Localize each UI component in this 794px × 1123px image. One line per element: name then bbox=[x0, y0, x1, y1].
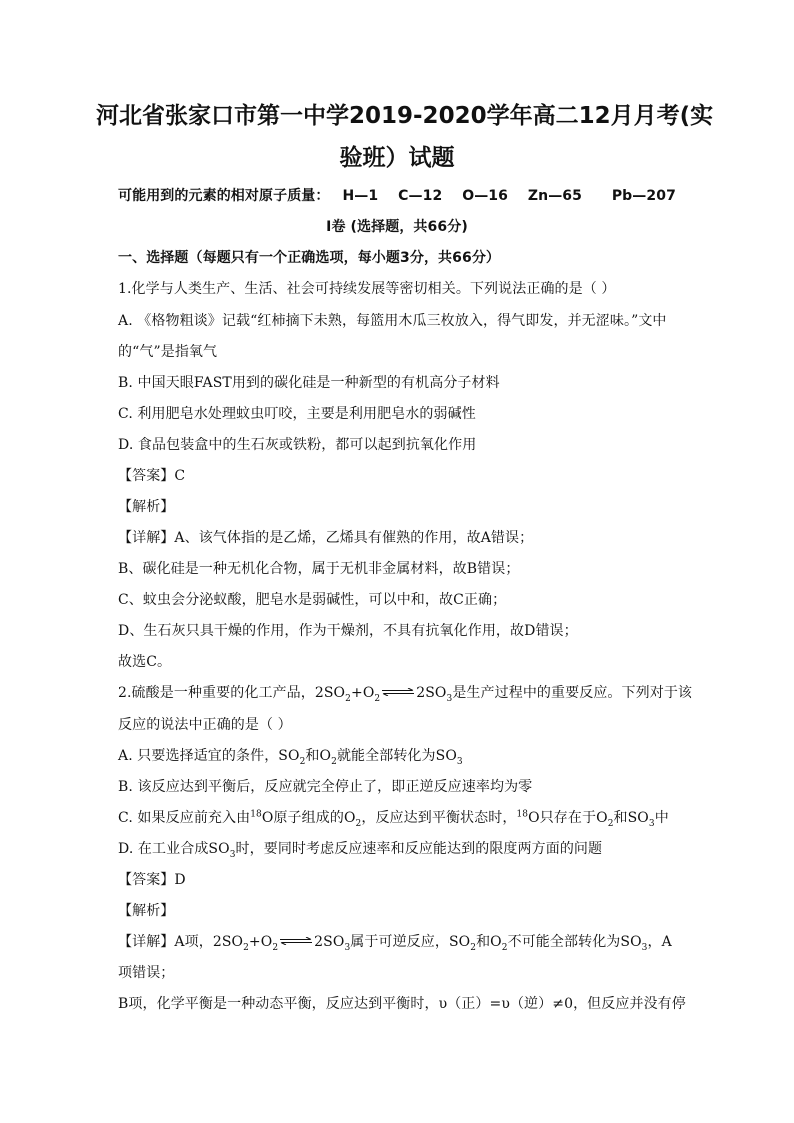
plus-sign: + bbox=[248, 934, 261, 950]
q2-stem-line-1 bbox=[118, 683, 692, 703]
q2-detail-text: 【详解】A项， bbox=[118, 934, 213, 950]
q2-detail-text: 属于可逆反应，SO bbox=[350, 934, 471, 950]
q2-option-d-text: D. 在工业合成SO bbox=[118, 841, 230, 857]
q1-stem: 1.化学与人类生产、生活、社会可持续发展等密切相关。下列说法正确的是（ ） bbox=[118, 281, 616, 297]
q2-stem-text-b: 是生产过程中的重要反应。下列对于该 bbox=[452, 685, 693, 701]
subscript: 3 bbox=[344, 942, 351, 953]
subscript: 3 bbox=[229, 849, 236, 860]
q2-option-a bbox=[118, 746, 463, 766]
chem-so2: 2SO bbox=[314, 685, 346, 701]
q1-answer: 【答案】C bbox=[118, 468, 186, 484]
q2-option-c-text: 中 bbox=[654, 810, 669, 826]
q1-option-a-line-2: 的“气”是指氧气 bbox=[118, 344, 218, 360]
chem-so3: 2SO bbox=[416, 685, 447, 701]
q2-option-d bbox=[118, 839, 602, 859]
subscript: 2 bbox=[355, 818, 362, 829]
chem-so2: 2SO bbox=[212, 934, 244, 950]
q1-option-a-line-1: A. 《格物粗谈》记载“红柿摘下未熟，每篮用木瓜三枚放入，得气即发，并无涩味。”文中 bbox=[118, 313, 667, 329]
reversible-arrow-icon bbox=[381, 688, 415, 696]
q2-detail-line-2: 项错误； bbox=[118, 965, 175, 981]
subscript: 3 bbox=[456, 756, 463, 767]
q1-option-c: C. 利用肥皂水处理蚊虫叮咬，主要是利用肥皂水的弱碱性 bbox=[118, 406, 476, 422]
q2-analysis-label: 【解析】 bbox=[118, 903, 175, 919]
q2-option-a-text: A. 只要选择适宜的条件，SO bbox=[118, 748, 300, 764]
q2-detail-text: 不可能全部转化为SO bbox=[507, 934, 642, 950]
q2-option-c-text: C. 如果反应前充入由 bbox=[118, 810, 251, 826]
section-heading: I卷 (选择题，共66分) bbox=[326, 219, 468, 235]
atomic-mass-line bbox=[118, 186, 676, 206]
subscript: 3 bbox=[641, 942, 648, 953]
reaction-equation bbox=[314, 685, 453, 704]
subscript: 2 bbox=[345, 693, 351, 704]
subscript: 2 bbox=[243, 942, 249, 953]
atomic-mass-values: H—1 C—12 O—16 Zn—65 Pb—207 bbox=[342, 188, 676, 204]
chem-o2: O bbox=[260, 934, 273, 950]
subscript: 2 bbox=[299, 756, 306, 767]
exam-title-line-1: 河北省张家口市第一中学2019-2020学年高二12月月考(实 bbox=[96, 103, 714, 129]
plus-sign: + bbox=[350, 685, 363, 701]
q1-option-b: B. 中国天眼FAST用到的碳化硅是一种新型的有机高分子材料 bbox=[118, 375, 500, 391]
q1-conclusion: 故选C。 bbox=[118, 654, 172, 670]
subscript: 2 bbox=[272, 942, 279, 953]
q1-analysis-label: 【解析】 bbox=[118, 499, 175, 515]
q2-option-a-text: 就能全部转化为SO bbox=[336, 748, 457, 764]
subscript: 3 bbox=[446, 693, 453, 704]
q1-option-d: D. 食品包装盒中的生石灰或铁粉，都可以起到抗氧化作用 bbox=[118, 437, 477, 453]
chem-so3: 2SO bbox=[314, 934, 345, 950]
chem-o2: O bbox=[362, 685, 375, 701]
atomic-mass-label: 可能用到的元素的相对原子质量： bbox=[118, 188, 330, 204]
q2-detail-line-1 bbox=[118, 932, 672, 952]
q2-option-c-text: ，反应达到平衡状态时， bbox=[361, 810, 517, 826]
subscript: 2 bbox=[374, 693, 381, 704]
superscript: 18 bbox=[250, 809, 262, 820]
subscript: 2 bbox=[470, 942, 477, 953]
reaction-equation bbox=[212, 934, 351, 953]
superscript: 18 bbox=[516, 809, 529, 820]
q2-detail-line-3: B项，化学平衡是一种动态平衡，反应达到平衡时，υ（正）=υ（逆）≠0，但反应并没有停 bbox=[118, 996, 686, 1012]
q2-option-c-text: 和SO bbox=[613, 810, 649, 826]
q2-detail-text: ，A bbox=[647, 934, 672, 950]
q2-option-a-text: 和O bbox=[305, 748, 332, 764]
q2-stem-line-2: 反应的说法中正确的是（ ） bbox=[118, 717, 292, 733]
q2-option-c-text: O原子组成的O bbox=[261, 810, 356, 826]
subscript: 2 bbox=[501, 942, 508, 953]
q2-option-c-text: O只存在于O bbox=[528, 810, 608, 826]
q1-detail-d: D、生石灰只具干燥的作用，作为干燥剂，不具有抗氧化作用，故D错误； bbox=[118, 623, 578, 639]
q1-detail-b: B、碳化硅是一种无机化合物，属于无机非金属材料，故B错误； bbox=[118, 561, 520, 577]
subscript: 2 bbox=[607, 818, 614, 829]
section-instructions: 一、选择题（每题只有一个正确选项，每小题3分，共66分） bbox=[118, 250, 501, 266]
subscript: 2 bbox=[331, 756, 337, 767]
q2-option-c bbox=[118, 808, 669, 828]
q2-option-d-text: 时，要同时考虑反应速率和反应能达到的限度两方面的问题 bbox=[235, 841, 603, 857]
exam-title-line-2: 验班）试题 bbox=[339, 145, 455, 171]
q1-detail-a: 【详解】A、该气体指的是乙烯，乙烯具有催熟的作用，故A错误； bbox=[118, 530, 534, 546]
q2-answer: 【答案】D bbox=[118, 872, 186, 888]
q2-detail-text: 和O bbox=[476, 934, 502, 950]
q2-stem-text-a: 2.硫酸是一种重要的化工产品， bbox=[118, 685, 315, 701]
subscript: 3 bbox=[648, 818, 655, 829]
reversible-arrow-icon bbox=[279, 937, 313, 945]
q2-option-b: B. 该反应达到平衡后，反应就完全停止了，即正逆反应速率均为零 bbox=[118, 779, 533, 795]
q1-detail-c: C、蚊虫会分泌蚁酸，肥皂水是弱碱性，可以中和，故C正确； bbox=[118, 592, 507, 608]
